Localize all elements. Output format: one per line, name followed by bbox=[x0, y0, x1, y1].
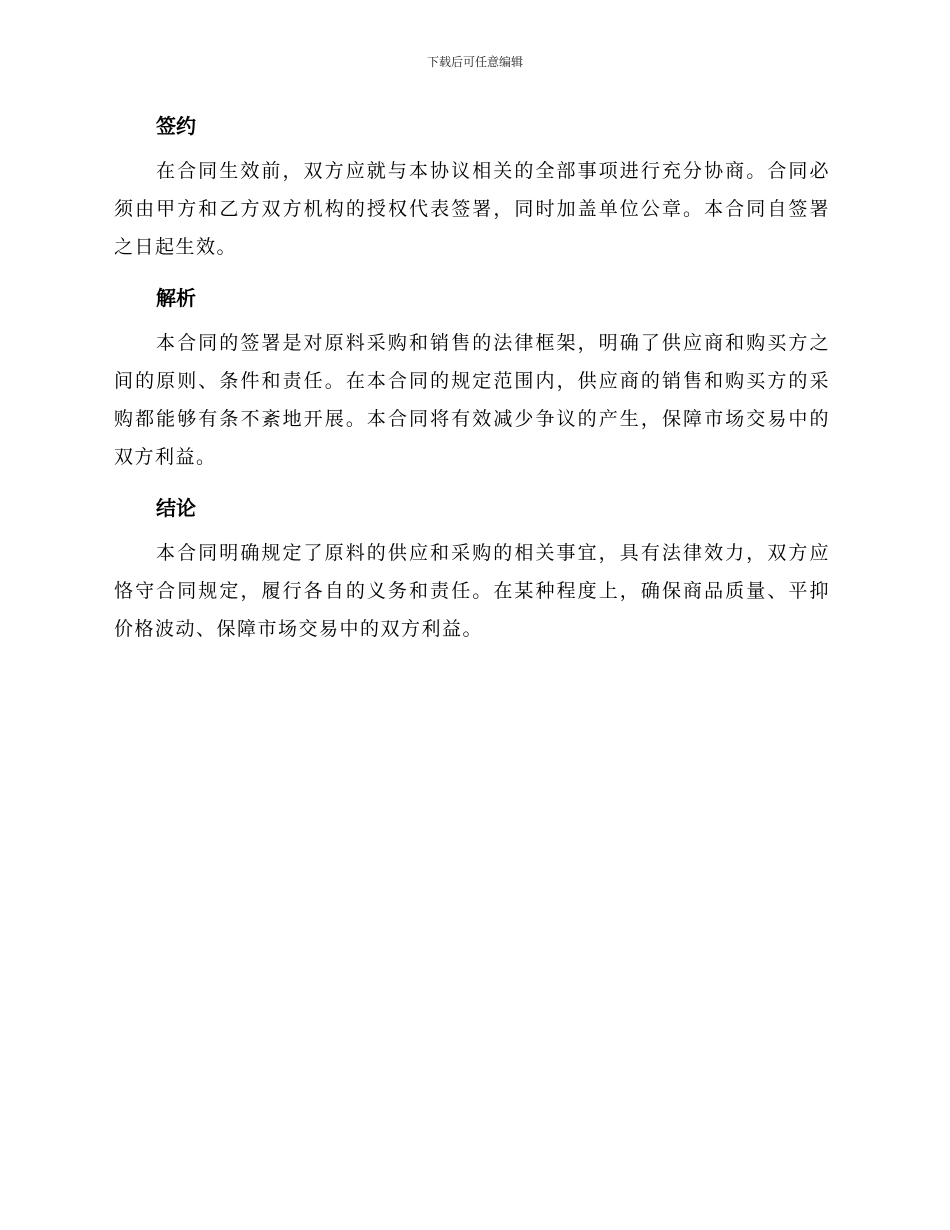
document-body bbox=[114, 108, 830, 662]
section-paragraph-analysis: 本合同的签署是对原料采购和销售的法律框架，明确了供应商和购买方之间的原则、条件和责任。在本合同的规定范围内，供应商的销售和购买方的采购都能够有条不紊地开展。本合同将有效减少争议的产生，保障市场交易中的双方利益。 bbox=[114, 332, 830, 468]
section-heading-signing: 签约 bbox=[156, 114, 196, 138]
section-heading-analysis: 解析 bbox=[156, 286, 196, 310]
section-signing bbox=[114, 108, 830, 266]
section-paragraph-conclusion: 本合同明确规定了原料的供应和采购的相关事宜，具有法律效力，双方应恪守合同规定，履行各自的义务和责任。在某种程度上，确保商品质量、平抑价格波动、保障市场交易中的双方利益。 bbox=[114, 542, 830, 640]
section-conclusion bbox=[114, 490, 830, 648]
section-paragraph-signing: 在合同生效前，双方应就与本协议相关的全部事项进行充分协商。合同必须由甲方和乙方双方机构的授权代表签署，同时加盖单位公章。本合同自签署之日起生效。 bbox=[114, 160, 830, 258]
page-header: 下载后可任意编辑 bbox=[426, 55, 523, 69]
section-heading-conclusion: 结论 bbox=[156, 496, 196, 520]
section-analysis bbox=[114, 280, 830, 476]
